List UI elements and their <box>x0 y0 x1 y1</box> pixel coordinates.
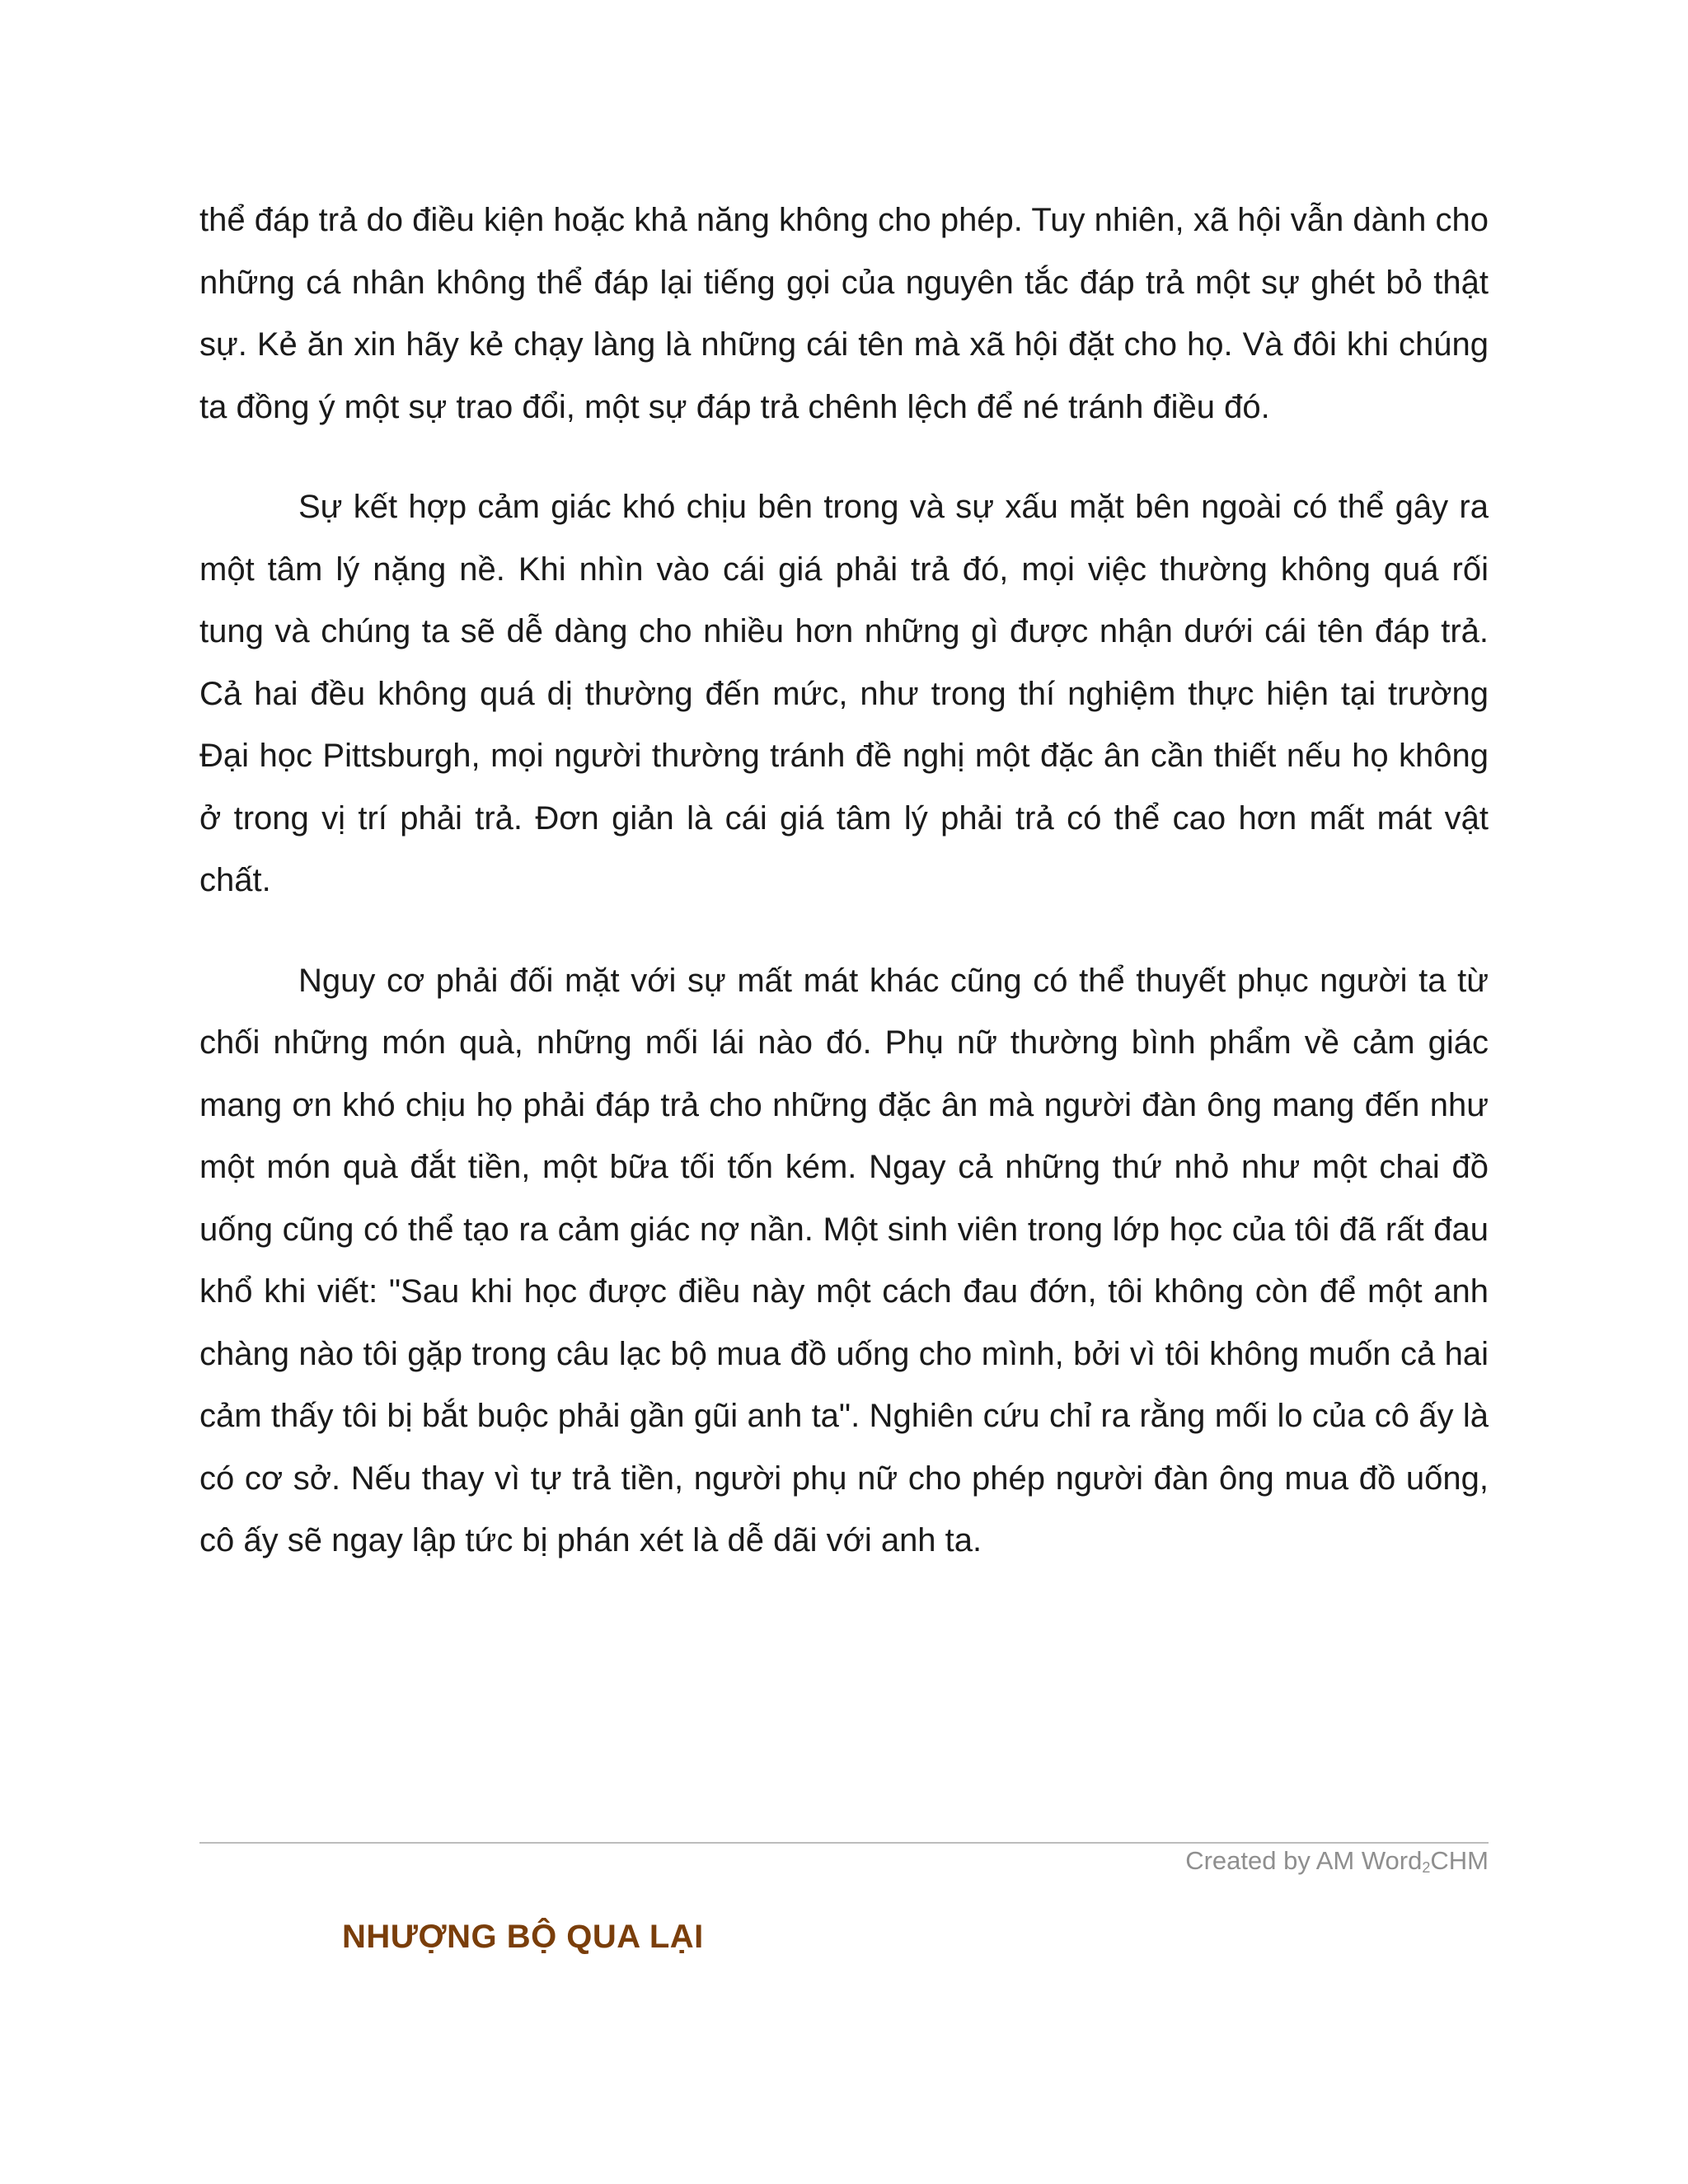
document-body <box>199 190 1489 1572</box>
footer-divider <box>199 1842 1489 1844</box>
paragraph-discomfort: Sự kết hợp cảm giác khó chịu bên trong và sự xấu mặt bên ngoài có thể gây ra một tâm lý nặng nề. Khi nhìn vào cái giá phải trả đó, mọi việc thường không quá rối tung và chúng ta sẽ dễ dàng cho nhiều hơn những gì được nhận dưới cái tên đáp trả. Cả hai đều không quá dị thường đến mức, như trong thí nghiệm thực hiện tại trường Đại học Pittsburgh, mọi người thường tránh đề nghị một đặc ân cần thiết nếu họ không ở trong vị trí phải trả. Đơn giản là cái giá tâm lý phải trả có thể cao hơn mất mát vật chất. <box>199 489 1489 898</box>
credit-suffix: CHM <box>1430 1846 1489 1875</box>
section-heading: NHƯỢNG BỘ QUA LẠI <box>342 1919 704 1955</box>
credit-subscript: 2 <box>1422 1859 1431 1876</box>
footer-credit <box>1185 1846 1489 1877</box>
credit-prefix: Created by AM Word <box>1185 1846 1423 1875</box>
paragraph-gift-refusal: Nguy cơ phải đối mặt với sự mất mát khác cũng có thể thuyết phục người ta từ chối những món quà, những mối lái nào đó. Phụ nữ thường bình phẩm về cảm giác mang ơn khó chịu họ phải đáp trả cho những đặc ân mà người đàn ông mang đến như một món quà đắt tiền, một bữa tối tốn kém. Ngay cả những thứ nhỏ như một chai đồ uống cũng có thể tạo ra cảm giác nợ nần. Một sinh viên trong lớp học của tôi đã rất đau khổ khi viết: "Sau khi học được điều này một cách đau đớn, tôi không còn để một anh chàng nào tôi gặp trong câu lạc bộ mua đồ uống cho mình, bởi vì tôi không muốn cả hai cảm thấy tôi bị bắt buộc phải gần gũi anh ta". Nghiên cứu chỉ ra rằng mối lo của cô ấy là có cơ sở. Nếu thay vì tự trả tiền, người phụ nữ cho phép người đàn ông mua đồ uống, cô ấy sẽ ngay lập tức bị phán xét là dễ dãi với anh ta. <box>199 962 1489 1558</box>
paragraph-continuation: thể đáp trả do điều kiện hoặc khả năng không cho phép. Tuy nhiên, xã hội vẫn dành cho những cá nhân không thể đáp lại tiếng gọi của nguyên tắc đáp trả một sự ghét bỏ thật sự. Kẻ ăn xin hãy kẻ chạy làng là những cái tên mà xã hội đặt cho họ. Và đôi khi chúng ta đồng ý một sự trao đổi, một sự đáp trả chênh lệch để né tránh điều đó. <box>199 202 1489 425</box>
